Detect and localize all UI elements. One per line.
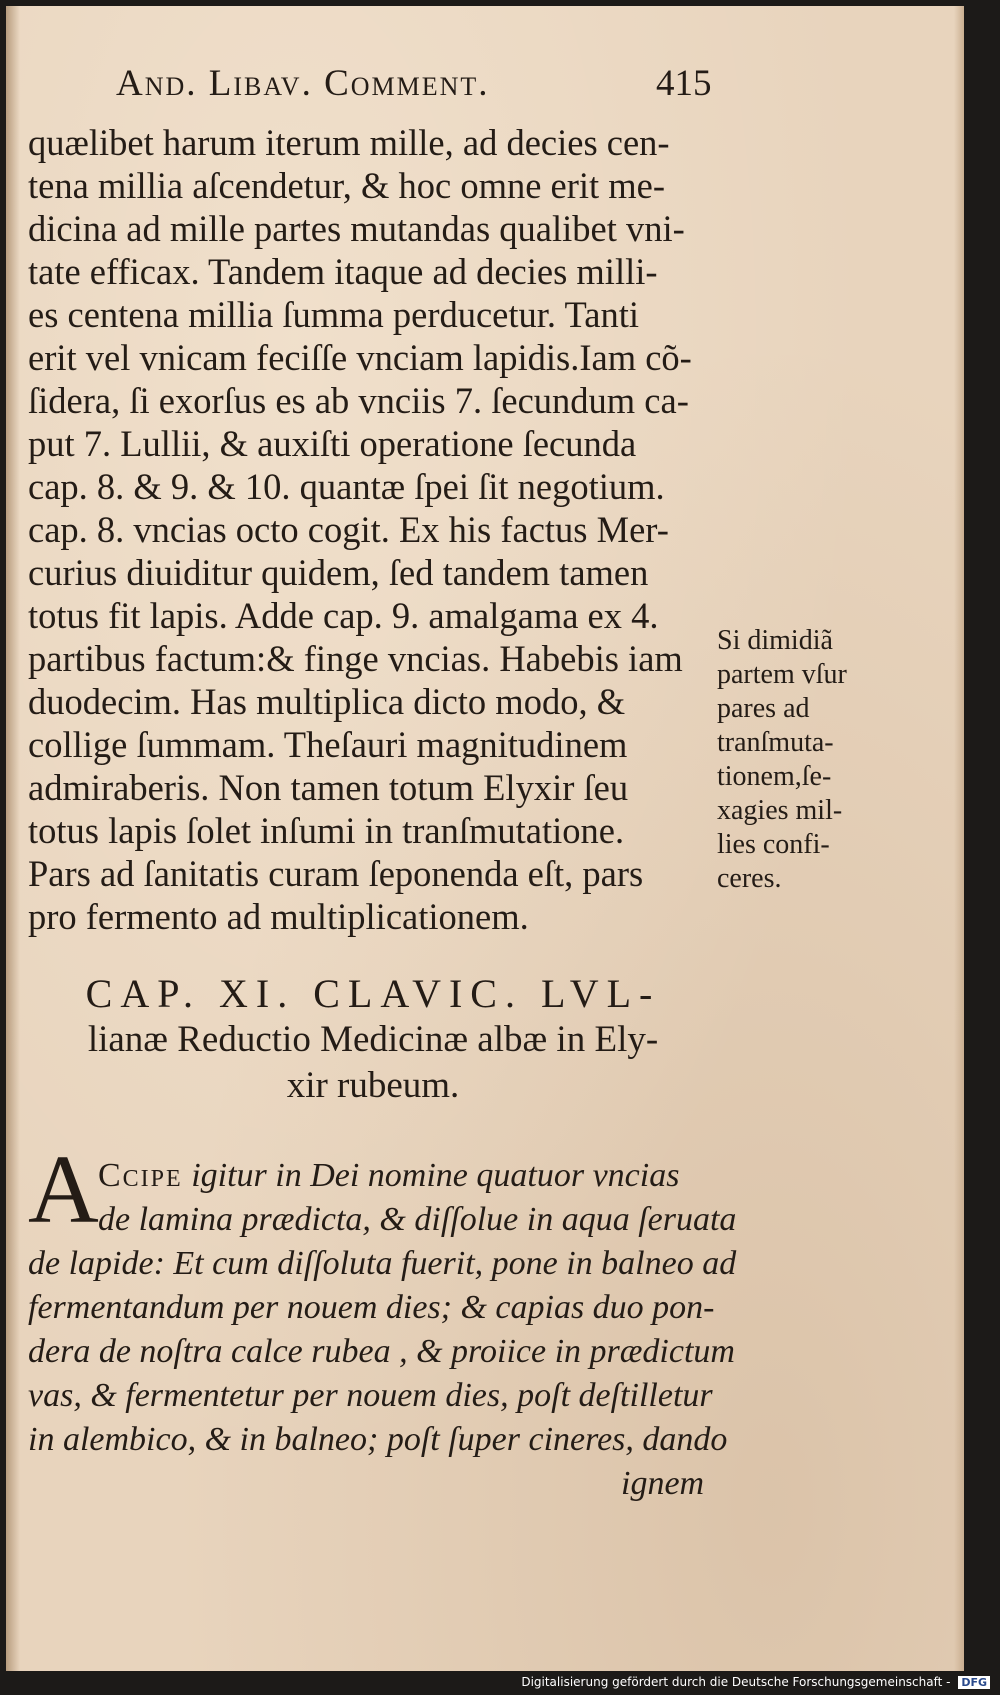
drop-cap: A [28,1136,99,1244]
body-line: duodecim. Has multiplica dicto modo, & [28,681,626,722]
dfg-logo[interactable]: DFG [958,1676,990,1689]
body-line: cap. 8. vncias octo cogit. Ex his factus Mer- [28,509,669,550]
chapter-heading [28,971,718,1109]
page-number: 415 [656,63,712,104]
body-line: admiraberis. Non tamen totum Elyxir ſeu [28,767,629,808]
body-line: ſidera, ſi exorſus es ab vnciis 7. ſecundum ca- [28,380,689,421]
page-gutter-shadow [6,6,20,1671]
chapter-body-line: de lamina prædicta, & diſſolue in aqua ſeruata [98,1201,737,1238]
body-line: dicina ad mille partes mutandas qualibet vni- [28,208,685,249]
body-line: es centena millia ſumma perducetur. Tanti [28,294,639,335]
body-line: tena millia aſcendetur, & hoc omne erit me- [28,165,666,206]
body-line: curius diuiditur quidem, ſed tandem tamen [28,552,649,593]
digitization-credit [520,1675,990,1689]
chapter-heading-line: CAP. XI. CLAVIC. LVL- [85,971,661,1016]
chapter-body-line: vas, & fermentetur per nouem dies, poſt deſtilletur [28,1377,713,1414]
page-edge-shadow [954,6,964,1671]
body-line: collige ſummam. Theſauri magnitudinem [28,724,628,765]
body-line: erit vel vnicam feciſſe vnciam lapidis.Iam cõ- [28,337,692,378]
chapter-body-line: de lapide: Et cum diſſoluta fuerit, pone in balneo ad [28,1245,737,1282]
chapter-body-line: dera de noſtra calce rubea , & proiice in prædictum [28,1333,735,1370]
running-head [116,62,716,105]
body-line: totus lapis ſolet inſumi in tranſmutatione. [28,810,625,851]
chapter-heading-line: xir rubeum. [286,1065,460,1106]
chapter-heading-line: lianæ Reductio Medicinæ albæ in Ely- [87,1019,659,1060]
running-head-title: And. Libav. Comment. [116,63,490,104]
catchword: ignem [621,1465,705,1502]
chapter-body-line: in alembico, & in balneo; poſt ſuper cineres, dando [28,1421,728,1458]
chapter-body-line: fermentandum per nouem dies; & capias duo pon- [28,1289,715,1326]
lead-in-word: Ccipe [98,1157,183,1194]
body-line: cap. 8. & 9. & 10. quantæ ſpei ſit negotium. [28,466,665,507]
first-line-text: igitur in Dei nomine quatuor vncias [191,1157,680,1194]
book-page [6,6,964,1671]
body-line: put 7. Lullii, & auxiſti operatione ſecunda [28,423,637,464]
body-line: tate efficax. Tandem itaque ad decies milli- [28,251,658,292]
chapter-body-line [98,1154,679,1198]
body-line: totus fit lapis. Adde cap. 9. amalgama ex 4. [28,595,659,636]
digitization-credit-text: Digitalisierung gefördert durch die Deutsche Forschungsgemeinschaft - [521,1675,951,1689]
body-line: partibus factum:& finge vncias. Habebis iam [28,638,683,679]
marginal-note: Si dimidiã partem vſur pares ad tranſmuta- tionem,ſe- xagies mil- lies confi- ceres. [717,625,847,894]
body-line: pro fermento ad multiplicationem. [28,896,529,937]
body-line: quælibet harum iterum mille, ad decies cen- [28,122,670,163]
body-line: Pars ad ſanitatis curam ſeponenda eſt, pars [28,853,644,894]
